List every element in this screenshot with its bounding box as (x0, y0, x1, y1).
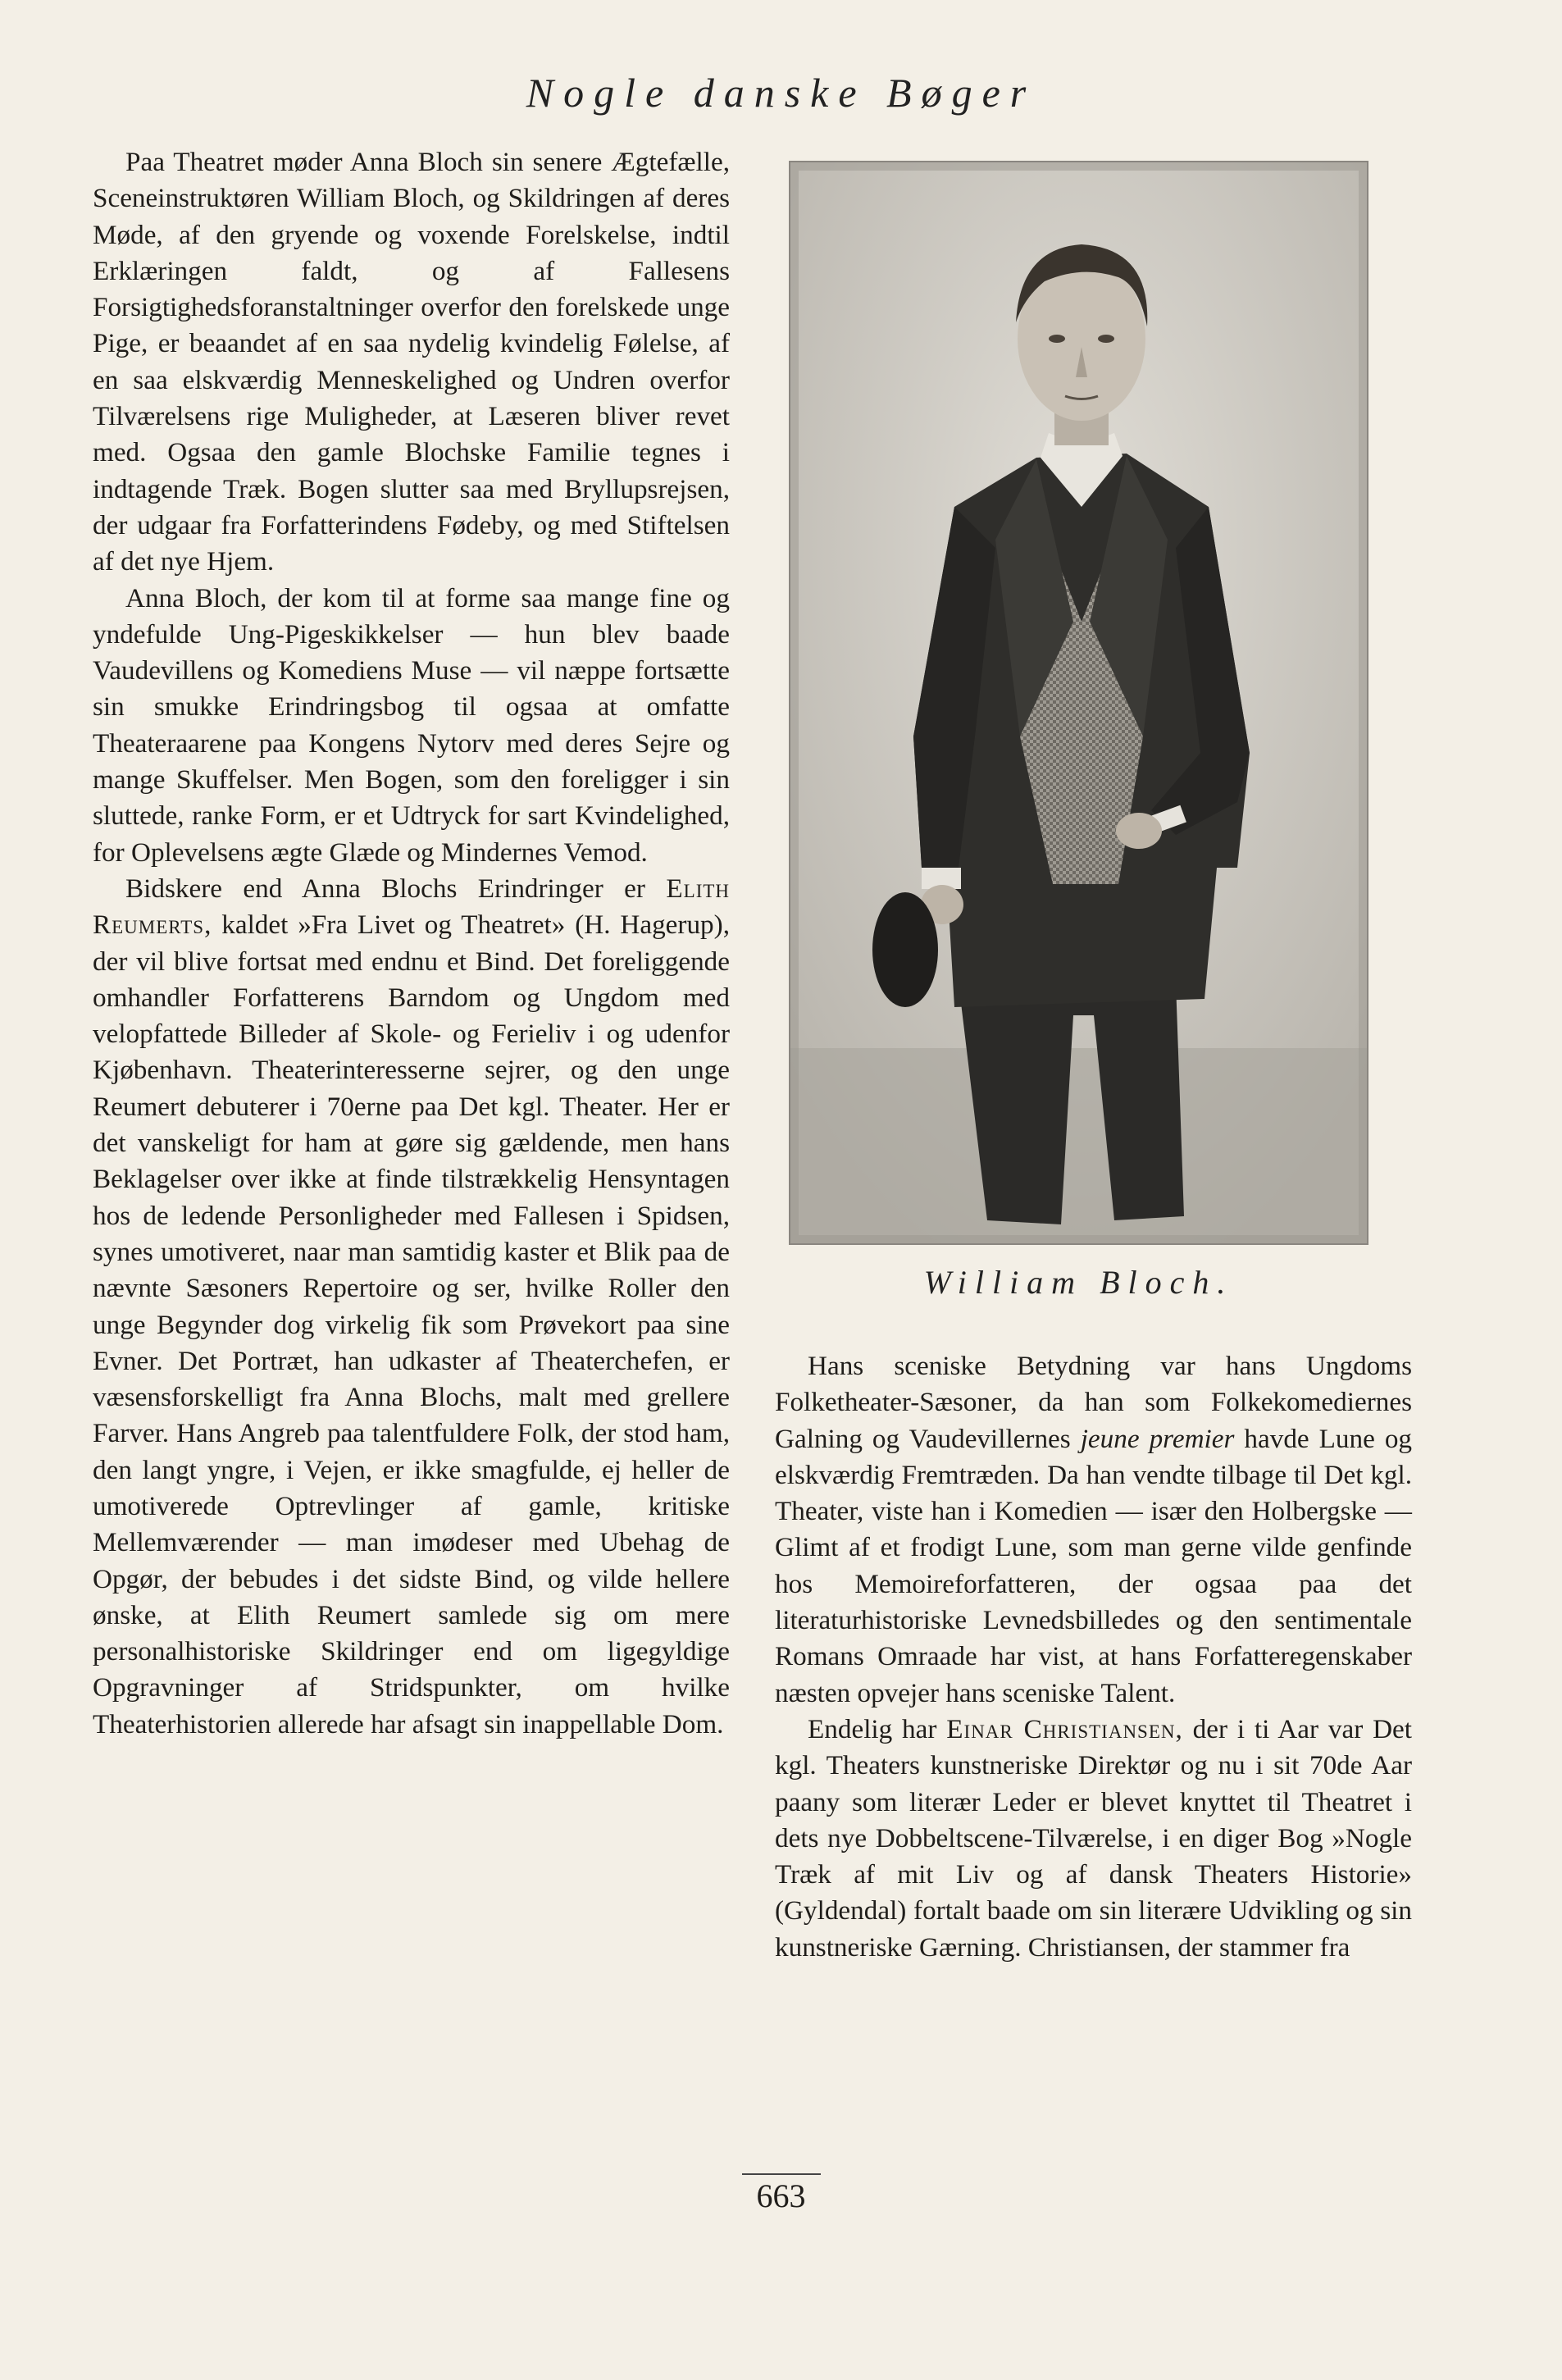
paragraph-5-start: Endelig har (808, 1713, 937, 1744)
paragraph-4-start: Hans sceniske Betydning var hans Ungdoms Folketheater-Sæsoner, da han som Folkekomediernes Galning og Vaudevillernes (775, 1351, 1412, 1454)
author-name-christiansen: Einar Christiansen, (946, 1713, 1183, 1744)
paragraph-4-rest: havde Lune og elskværdig Fremtræden. Da han vendte tilbage til Det kgl. Theater, viste han i Komedien — især den Holbergske — Glimt af et frodigt Lune, som man gerne vilde genfinde hos Memoireforfatteren, der ogsaa paa det literaturhistoriske Levnedsbilledes og den sentimentale Romans Omraade har vist, at hans Forfatteregenskaber næsten opvejer hans sceniske Talent. (775, 1423, 1413, 1708)
portrait-illustration (790, 162, 1367, 1243)
paragraph-5-rest: der i ti Aar var Det kgl. Theaters kunstneriske Direktør og nu i sit 70de Aar paany som literær Leder er blevet knyttet til Theatret i dets nye Dobbeltscene-Tilværelse, i en diger Bog »Nogle Træk af mit Liv og af dansk Theaters Historie» (Gyldendal) fortalt baade om sin literære Udvikling og sin kunstneriske Gærning. Christiansen, der stammer fra (775, 1713, 1412, 1963)
page-number (0, 2173, 1562, 2215)
photo-caption: William Bloch. (923, 1264, 1234, 1301)
portrait-photo (789, 161, 1368, 1245)
paragraph-5 (775, 1712, 1412, 1966)
paragraph-2: Anna Bloch, der kom til at forme saa mange fine og yndefulde Ung-Pigeskikkelser — hun blev baade Vaudevillens og Komediens Muse — vil næppe fortsætte sin smukke Erindringsbog til ogsaa at omfatte Theateraarene paa Kongens Nytorv med deres Sejre og mange Skuffelser. Men Bogen, som den foreligger i sin sluttede, ranke Form, er et Udtryck for sart Kvindelighed, for Oplevelsens ægte Glæde og Mindernes Vemod. (93, 582, 730, 868)
paragraph-3-start: Bidskere end Anna Blochs Erindringer er (125, 873, 645, 904)
left-column (93, 144, 730, 1743)
paragraph-3 (93, 871, 730, 1743)
page-number-text: 663 (742, 2173, 821, 2215)
italic-phrase: jeune premier (1080, 1423, 1235, 1454)
running-head: Nogle danske Bøger (526, 70, 1036, 116)
right-column (775, 1348, 1412, 1966)
paragraph-3-rest: kaldet »Fra Livet og Theatret» (H. Hagerup), der vil blive fortsat med endnu et Bind. Det foreliggende omhandler Forfatterens Barndom og Ungdom med velopfattede Billeder af Skole- og Ferieliv i og udenfor Kjøbenhavn. Theaterinteresserne sejrer, og den unge Reumert debuterer i 70erne paa Det kgl. Theater. Her er det vanskeligt for ham at gøre sig gældende, men hans Beklagelser over ikke at finde tilstrækkelig Hensyntagen hos de ledende Personligheder med Fallesen i Spidsen, synes umotiveret, naar man samtidig kaster et Blik paa de nævnte Sæsoners Repertoire og ser, hvilke Roller den unge Begynder dog virkelig fik som Prøvekort paa sine Evner. Det Portræt, han udkaster af Theaterchefen, er væsensforskelligt fra Anna Blochs, malt med grellere Farver. Hans Angreb paa talentfuldere Folk, der stod ham, den langt yngre, i Vejen, er ikke smagfulde, ej heller de umotiverede Optrevlinger af gamle, kritiske Mellemværender — man imødeser med Ubehag de Opgør, der bebudes i det sidste Bind, og vilde hellere ønske, at Elith Reumert samlede sig om mere personalhistoriske Skildringer end om ligegyldige Opgravninger af Stridspunkter, om hvilke Theaterhistorien allerede har afsagt sin inappellable Dom. (93, 910, 730, 1739)
paragraph-4 (775, 1348, 1412, 1712)
paragraph-1: Paa Theatret møder Anna Bloch sin senere Ægtefælle, Sceneinstruktøren William Bloch, og Skildringen af deres Møde, af den gryende og voxende Forelskelse, indtil Erklæringen faldt, og af Fallesens Forsigtighedsforanstaltninger overfor den forelskede unge Pige, er beaandet af en saa nydelig kvindelig Følelse, af en saa elskværdig Menneskelighed og Undren overfor Tilværelsens rige Muligheder, at Læseren bliver revet med. Ogsaa den gamle Blochske Familie tegnes i indtagende Træk. Bogen slutter saa med Bryllupsrejsen, der udgaar fra Forfatterindens Fødeby, og med Stiftelsen af det nye Hjem. (93, 147, 730, 577)
author-name-reumert: Elith Reumerts, (93, 873, 731, 941)
